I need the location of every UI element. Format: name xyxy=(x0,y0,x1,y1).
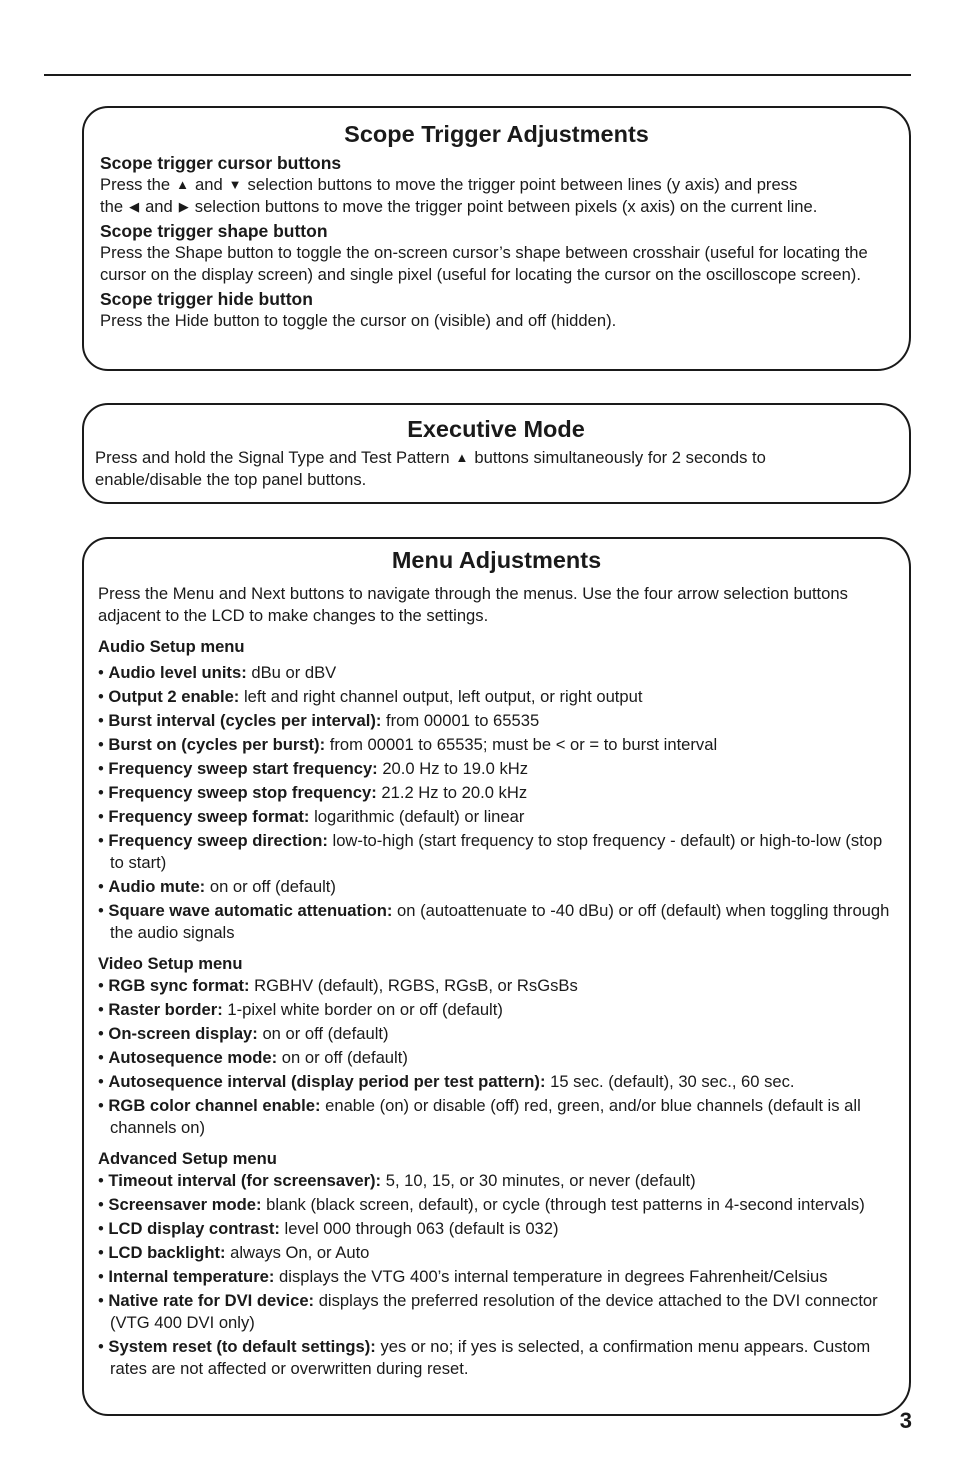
video-setup-heading: Video Setup menu xyxy=(98,954,243,973)
shape-button-heading: Scope trigger shape button xyxy=(100,221,328,241)
cursor-buttons-heading: Scope trigger cursor buttons xyxy=(100,153,342,173)
list-item: • Frequency sweep format: logarithmic (default) or linear xyxy=(98,807,525,826)
list-item: • Native rate for DVI device: displays the preferred resolution of the device attached to the DVI connector (VTG 400 DVI only) xyxy=(98,1291,878,1332)
list-item: • Frequency sweep stop frequency: 21.2 Hz to 20.0 kHz xyxy=(98,783,528,802)
list-item: • Autosequence mode: on or off (default) xyxy=(98,1048,408,1067)
list-item: • Autosequence interval (display period per test pattern): 15 sec. (default), 30 sec., 60 sec. xyxy=(98,1072,795,1091)
up-arrow-icon: ▲ xyxy=(176,177,189,192)
list-item: • Raster border: 1-pixel white border on or off (default) xyxy=(98,1000,503,1019)
list-item: • On-screen display: on or off (default) xyxy=(98,1024,389,1043)
scope-trigger-title: Scope Trigger Adjustments xyxy=(344,121,649,147)
video-setup-list xyxy=(98,975,895,1139)
list-item: • RGB color channel enable: enable (on) or disable (off) red, green, and/or blue channels (default is all channels on) xyxy=(98,1096,861,1137)
executive-mode-panel xyxy=(82,403,911,504)
audio-setup-list xyxy=(98,662,895,944)
right-arrow-icon: ▶ xyxy=(178,199,189,214)
header-rule xyxy=(44,74,911,76)
cursor-text-1b: and xyxy=(194,175,223,194)
menu-adjustments-panel xyxy=(82,537,911,1416)
list-item: • System reset (to default settings): yes or no; if yes is selected, a confirmation menu appears. Custom rates are not affected or overwritten during reset. xyxy=(98,1337,871,1378)
hide-button-heading: Scope trigger hide button xyxy=(100,289,313,309)
executive-mode-title: Executive Mode xyxy=(407,416,585,442)
left-arrow-icon: ◀ xyxy=(129,199,140,214)
executive-mode-text xyxy=(95,447,897,491)
list-item: • Timeout interval (for screensaver): 5, 10, 15, or 30 minutes, or never (default) xyxy=(98,1171,696,1190)
down-arrow-icon: ▼ xyxy=(228,177,242,192)
list-item: • Frequency sweep direction: low-to-high (start frequency to stop frequency - default) or high-to-low (stop to start) xyxy=(98,831,883,872)
cursor-buttons-text xyxy=(100,174,893,218)
list-item: • Output 2 enable: left and right channel output, left output, or right output xyxy=(98,687,643,706)
cursor-text-2b: and xyxy=(145,197,173,216)
list-item: • Frequency sweep start frequency: 20.0 Hz to 19.0 kHz xyxy=(98,759,529,778)
cursor-text-2c: selection buttons to move the trigger point between pixels (x axis) on the current line. xyxy=(194,197,818,216)
executive-text-a: Press and hold the Signal Type and Test Pattern xyxy=(95,448,450,467)
executive-text-b: buttons simultaneously for 2 seconds to xyxy=(474,448,766,467)
list-item: • LCD display contrast: level 000 through 063 (default is 032) xyxy=(98,1219,559,1238)
cursor-text-1c: selection buttons to move the trigger point between lines (y axis) and press xyxy=(247,175,798,194)
list-item: • Burst interval (cycles per interval): from 00001 to 65535 xyxy=(98,711,540,730)
hide-button-text: Press the Hide button to toggle the cursor on (visible) and off (hidden). xyxy=(100,311,617,330)
cursor-text-1a: Press the xyxy=(100,175,171,194)
list-item: • Audio mute: on or off (default) xyxy=(98,877,336,896)
list-item: • Screensaver mode: blank (black screen, default), or cycle (through test patterns in 4-second intervals) xyxy=(98,1195,865,1214)
shape-button-text: Press the Shape button to toggle the on-screen cursor’s shape between crosshair (useful for locating the cursor on the display screen) and single pixel (useful for locating the cursor on the oscilloscope screen). xyxy=(100,243,868,284)
menu-intro-text: Press the Menu and Next buttons to navigate through the menus. Use the four arrow selection buttons adjacent to the LCD to make changes to the settings. xyxy=(98,584,848,625)
page-number: 3 xyxy=(899,1408,912,1433)
cursor-text-2a: the xyxy=(100,197,124,216)
advanced-setup-heading: Advanced Setup menu xyxy=(98,1149,277,1168)
advanced-setup-list xyxy=(98,1170,895,1380)
executive-text-c: enable/disable the top panel buttons. xyxy=(95,470,367,489)
up-arrow-icon: ▲ xyxy=(455,450,469,465)
list-item: • LCD backlight: always On, or Auto xyxy=(98,1243,370,1262)
list-item: • Square wave automatic attenuation: on (autoattenuate to -40 dBu) or off (default) when toggling through the audio signals xyxy=(98,901,890,942)
scope-trigger-panel xyxy=(82,106,911,371)
menu-adjustments-title: Menu Adjustments xyxy=(391,547,602,573)
list-item: • RGB sync format: RGBHV (default), RGBS, RGsB, or RsGsBs xyxy=(98,976,578,995)
list-item: • Burst on (cycles per burst): from 00001 to 65535; must be < or = to burst interval xyxy=(98,735,718,754)
list-item: • Audio level units: dBu or dBV xyxy=(98,663,337,682)
audio-setup-heading: Audio Setup menu xyxy=(98,637,245,656)
list-item: • Internal temperature: displays the VTG 400’s internal temperature in degrees Fahrenheit/Celsius xyxy=(98,1267,828,1286)
